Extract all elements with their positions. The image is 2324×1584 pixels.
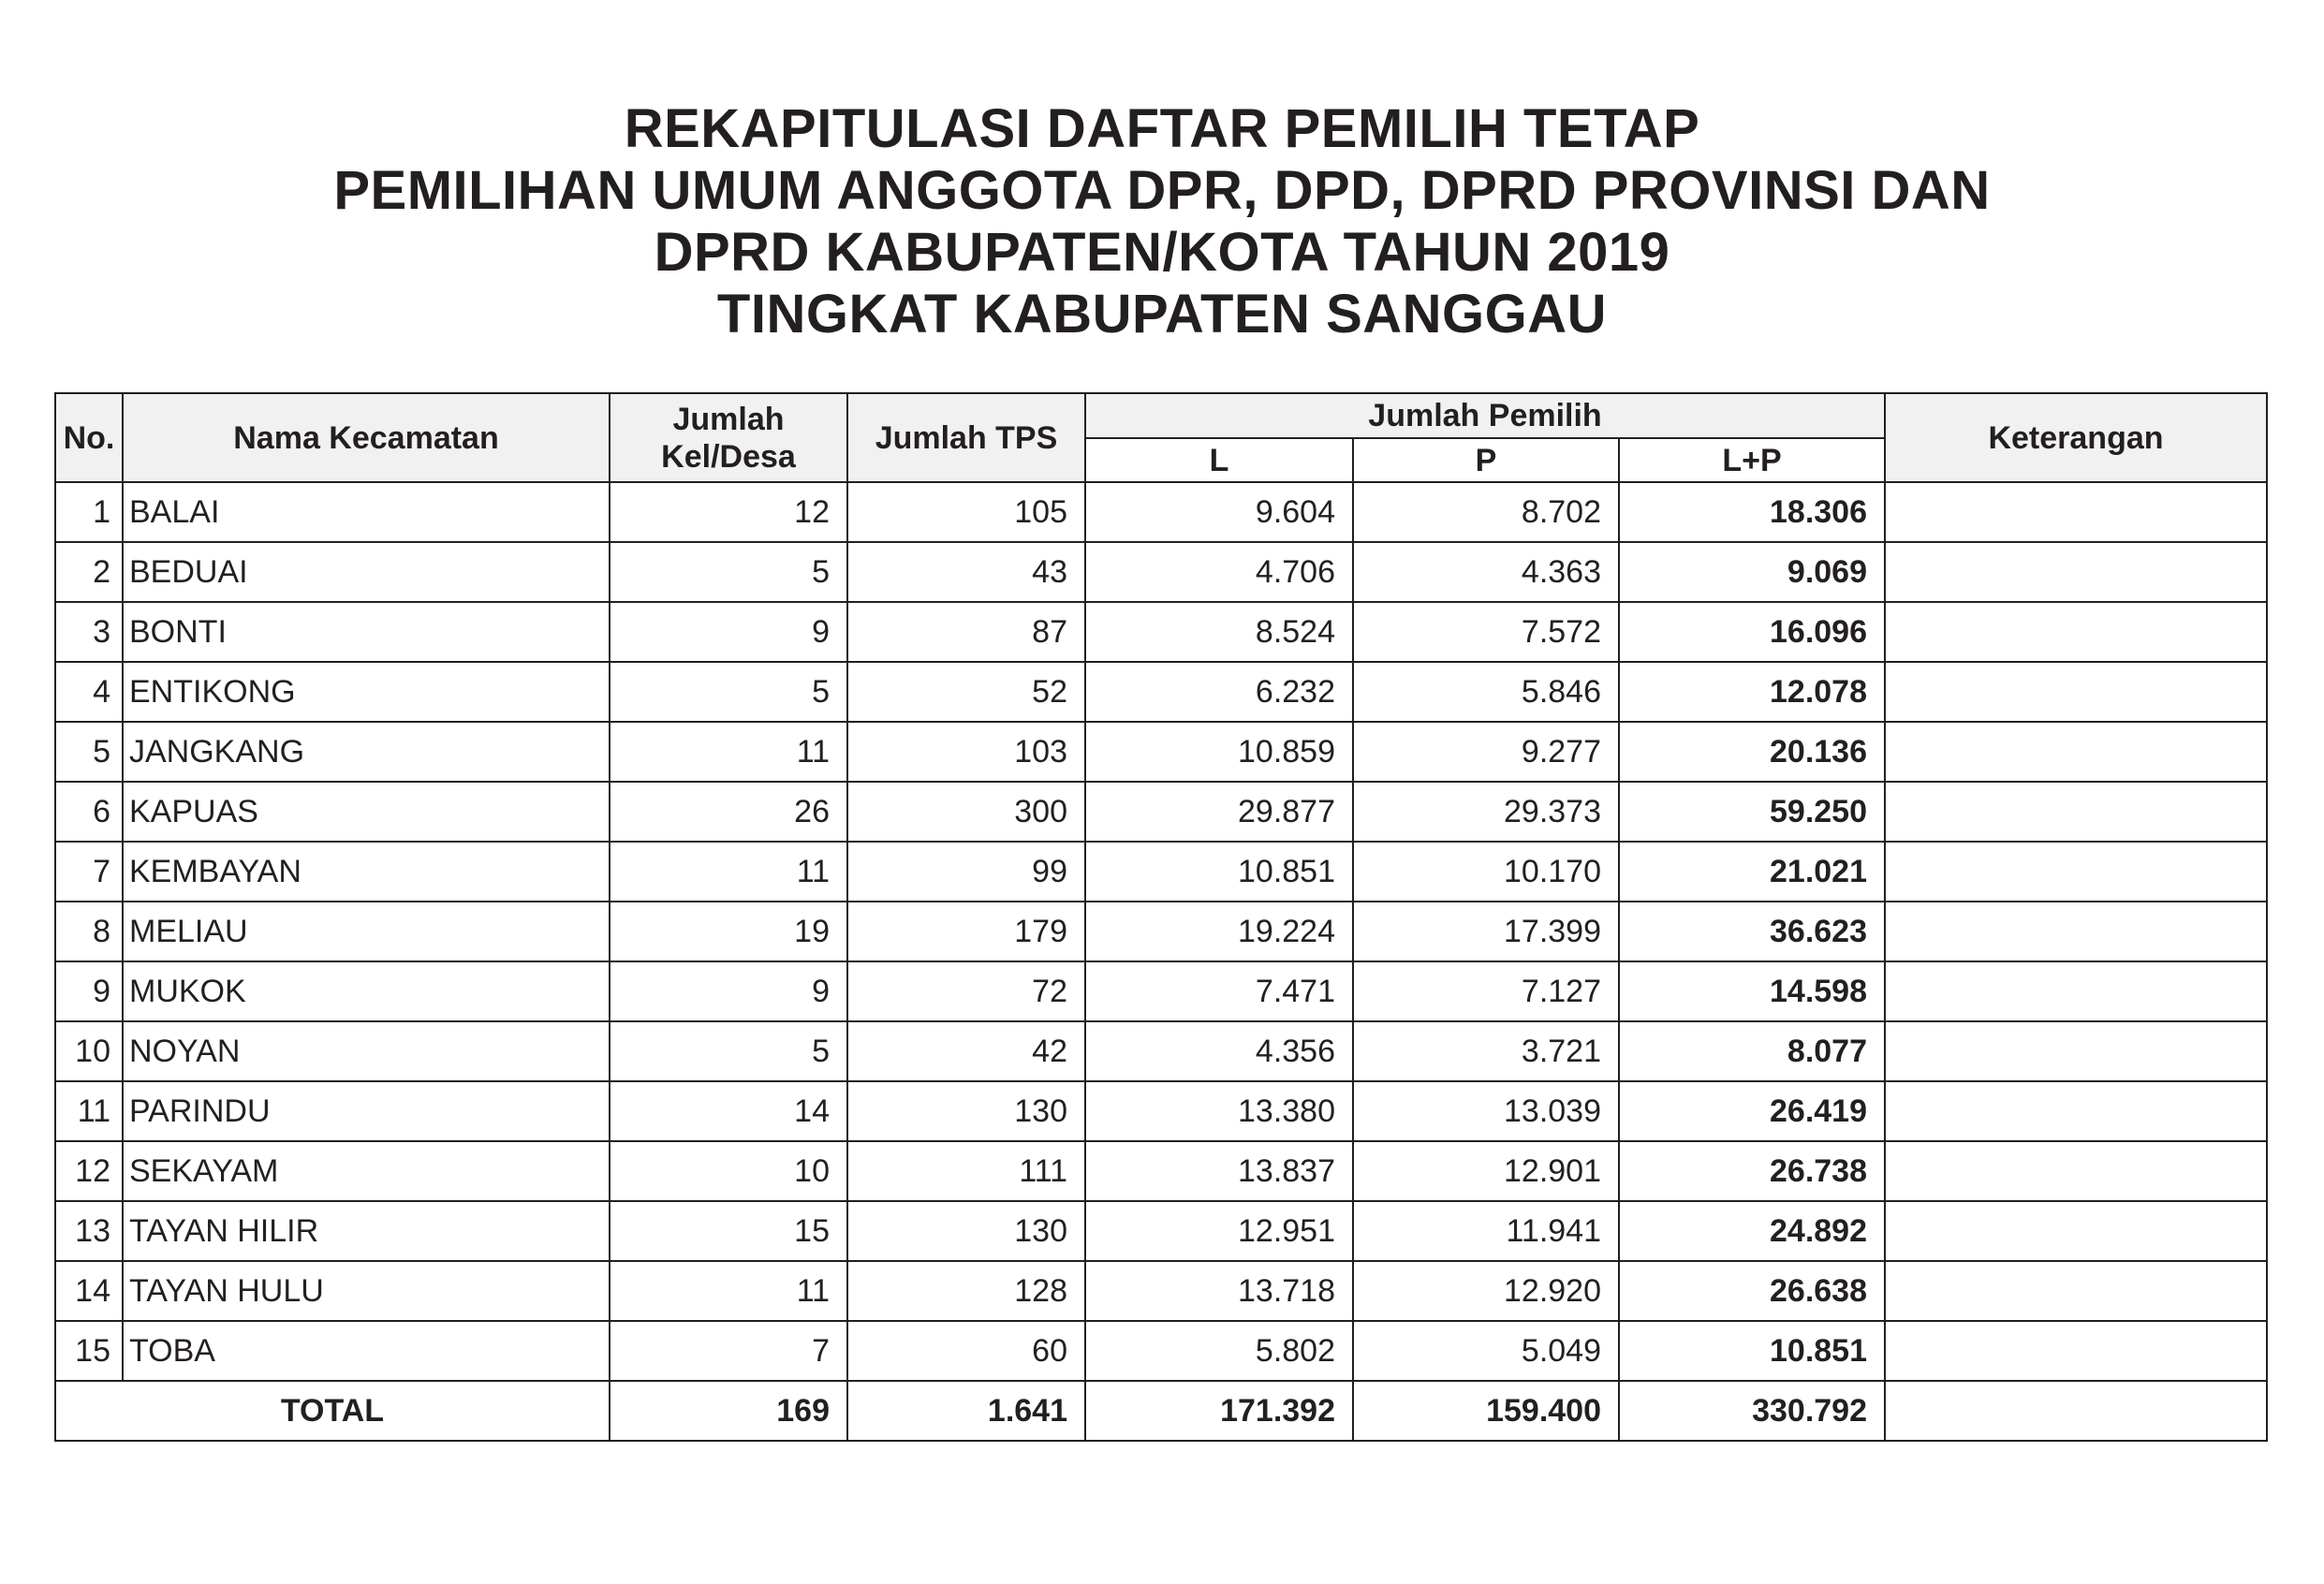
cell-lp: 18.306 (1619, 482, 1885, 542)
cell-p: 4.363 (1353, 542, 1619, 602)
cell-nama-kecamatan: NOYAN (123, 1021, 610, 1081)
cell-nama-kecamatan: JANGKANG (123, 722, 610, 782)
cell-no: 1 (55, 482, 123, 542)
cell-jumlah-kel-desa: 26 (610, 782, 847, 842)
cell-lp: 14.598 (1619, 961, 1885, 1021)
table-row (55, 1261, 2267, 1321)
table-row (55, 1021, 2267, 1081)
cell-jumlah-tps: 130 (847, 1201, 1085, 1261)
dpt-recap-table (54, 392, 2268, 1442)
cell-l: 10.859 (1085, 722, 1353, 782)
cell-jumlah-kel-desa: 10 (610, 1141, 847, 1201)
title-line-3: DPRD KABUPATEN/KOTA TAHUN 2019 (654, 222, 1670, 283)
cell-l: 4.356 (1085, 1021, 1353, 1081)
document-title (0, 98, 2324, 345)
cell-jumlah-tps: 52 (847, 662, 1085, 722)
cell-p: 7.572 (1353, 602, 1619, 662)
cell-no: 10 (55, 1021, 123, 1081)
table-row (55, 662, 2267, 722)
cell-jumlah-kel-desa: 11 (610, 842, 847, 902)
cell-l: 8.524 (1085, 602, 1353, 662)
cell-no: 3 (55, 602, 123, 662)
cell-jumlah-kel-desa: 11 (610, 1261, 847, 1321)
cell-lp: 16.096 (1619, 602, 1885, 662)
cell-keterangan (1885, 1021, 2267, 1081)
header-lp: L+P (1619, 438, 1885, 482)
table-row (55, 782, 2267, 842)
cell-no: 4 (55, 662, 123, 722)
table-row (55, 961, 2267, 1021)
cell-lp: 26.638 (1619, 1261, 1885, 1321)
cell-lp: 20.136 (1619, 722, 1885, 782)
table-row (55, 1201, 2267, 1261)
cell-p: 17.399 (1353, 902, 1619, 961)
cell-keterangan (1885, 722, 2267, 782)
cell-no: 11 (55, 1081, 123, 1141)
cell-nama-kecamatan: ENTIKONG (123, 662, 610, 722)
cell-no: 5 (55, 722, 123, 782)
cell-p: 13.039 (1353, 1081, 1619, 1141)
cell-jumlah-kel-desa: 5 (610, 542, 847, 602)
cell-nama-kecamatan: BONTI (123, 602, 610, 662)
table-body (55, 482, 2267, 1441)
cell-jumlah-tps: 103 (847, 722, 1085, 782)
header-keterangan: Keterangan (1885, 393, 2267, 482)
cell-jumlah-tps: 111 (847, 1141, 1085, 1201)
cell-p: 5.049 (1353, 1321, 1619, 1381)
cell-keterangan (1885, 542, 2267, 602)
cell-no: 8 (55, 902, 123, 961)
cell-keterangan (1885, 1321, 2267, 1381)
cell-nama-kecamatan: SEKAYAM (123, 1141, 610, 1201)
cell-p: 9.277 (1353, 722, 1619, 782)
cell-nama-kecamatan: TAYAN HILIR (123, 1201, 610, 1261)
cell-p: 10.170 (1353, 842, 1619, 902)
cell-jumlah-tps: 99 (847, 842, 1085, 902)
cell-l: 19.224 (1085, 902, 1353, 961)
table-row (55, 1141, 2267, 1201)
cell-nama-kecamatan: MUKOK (123, 961, 610, 1021)
cell-l: 7.471 (1085, 961, 1353, 1021)
cell-lp: 59.250 (1619, 782, 1885, 842)
cell-keterangan (1885, 482, 2267, 542)
cell-jumlah-tps: 128 (847, 1261, 1085, 1321)
cell-keterangan (1885, 782, 2267, 842)
header-nama-kecamatan: Nama Kecamatan (123, 393, 610, 482)
header-p: P (1353, 438, 1619, 482)
cell-lp: 8.077 (1619, 1021, 1885, 1081)
cell-jumlah-tps: 72 (847, 961, 1085, 1021)
cell-jumlah-tps: 87 (847, 602, 1085, 662)
cell-p: 7.127 (1353, 961, 1619, 1021)
cell-keterangan (1885, 842, 2267, 902)
cell-keterangan (1885, 662, 2267, 722)
cell-nama-kecamatan: PARINDU (123, 1081, 610, 1141)
cell-jumlah-tps: 179 (847, 902, 1085, 961)
cell-keterangan (1885, 1261, 2267, 1321)
header-l: L (1085, 438, 1353, 482)
cell-no: 6 (55, 782, 123, 842)
header-jumlah-tps: Jumlah TPS (847, 393, 1085, 482)
total-kel-desa: 169 (610, 1381, 847, 1441)
total-label: TOTAL (55, 1381, 610, 1441)
header-jumlah-pemilih: Jumlah Pemilih (1085, 393, 1885, 438)
total-keterangan (1885, 1381, 2267, 1441)
cell-p: 12.920 (1353, 1261, 1619, 1321)
cell-jumlah-tps: 43 (847, 542, 1085, 602)
cell-lp: 10.851 (1619, 1321, 1885, 1381)
total-lp: 330.792 (1619, 1381, 1885, 1441)
cell-jumlah-kel-desa: 9 (610, 602, 847, 662)
cell-no: 2 (55, 542, 123, 602)
cell-nama-kecamatan: TAYAN HULU (123, 1261, 610, 1321)
cell-no: 14 (55, 1261, 123, 1321)
cell-keterangan (1885, 1081, 2267, 1141)
cell-lp: 36.623 (1619, 902, 1885, 961)
cell-nama-kecamatan: BALAI (123, 482, 610, 542)
table-row (55, 722, 2267, 782)
title-line-4: TINGKAT KABUPATEN SANGGAU (716, 284, 1608, 345)
total-p: 159.400 (1353, 1381, 1619, 1441)
cell-p: 11.941 (1353, 1201, 1619, 1261)
total-l: 171.392 (1085, 1381, 1353, 1441)
cell-lp: 26.738 (1619, 1141, 1885, 1201)
table-row (55, 842, 2267, 902)
cell-keterangan (1885, 1141, 2267, 1201)
cell-jumlah-tps: 105 (847, 482, 1085, 542)
cell-jumlah-kel-desa: 11 (610, 722, 847, 782)
total-row (55, 1381, 2267, 1441)
cell-no: 13 (55, 1201, 123, 1261)
cell-jumlah-tps: 60 (847, 1321, 1085, 1381)
table-row (55, 602, 2267, 662)
cell-lp: 21.021 (1619, 842, 1885, 902)
cell-no: 12 (55, 1141, 123, 1201)
cell-lp: 24.892 (1619, 1201, 1885, 1261)
table-row (55, 482, 2267, 542)
header-jumlah-kel-desa (610, 393, 847, 482)
cell-jumlah-kel-desa: 9 (610, 961, 847, 1021)
cell-l: 29.877 (1085, 782, 1353, 842)
cell-jumlah-kel-desa: 5 (610, 662, 847, 722)
cell-nama-kecamatan: MELIAU (123, 902, 610, 961)
cell-keterangan (1885, 1201, 2267, 1261)
cell-l: 13.380 (1085, 1081, 1353, 1141)
header-kel-line-2: Kel/Desa (661, 438, 796, 475)
cell-l: 9.604 (1085, 482, 1353, 542)
cell-jumlah-kel-desa: 14 (610, 1081, 847, 1141)
title-line-2: PEMILIHAN UMUM ANGGOTA DPR, DPD, DPRD PROVINSI DAN (333, 160, 1991, 221)
header-kel-line-1: Jumlah (672, 401, 785, 437)
table-row (55, 542, 2267, 602)
cell-l: 6.232 (1085, 662, 1353, 722)
header-row-top (55, 393, 2267, 438)
cell-jumlah-kel-desa: 7 (610, 1321, 847, 1381)
cell-keterangan (1885, 902, 2267, 961)
cell-no: 7 (55, 842, 123, 902)
cell-jumlah-kel-desa: 15 (610, 1201, 847, 1261)
cell-l: 5.802 (1085, 1321, 1353, 1381)
cell-jumlah-tps: 130 (847, 1081, 1085, 1141)
title-line-1: REKAPITULASI DAFTAR PEMILIH TETAP (624, 98, 1700, 159)
cell-jumlah-kel-desa: 19 (610, 902, 847, 961)
total-tps: 1.641 (847, 1381, 1085, 1441)
cell-jumlah-kel-desa: 12 (610, 482, 847, 542)
cell-jumlah-kel-desa: 5 (610, 1021, 847, 1081)
table-row (55, 1081, 2267, 1141)
cell-p: 8.702 (1353, 482, 1619, 542)
cell-p: 12.901 (1353, 1141, 1619, 1201)
cell-nama-kecamatan: TOBA (123, 1321, 610, 1381)
cell-l: 4.706 (1085, 542, 1353, 602)
cell-l: 10.851 (1085, 842, 1353, 902)
cell-p: 3.721 (1353, 1021, 1619, 1081)
cell-l: 13.718 (1085, 1261, 1353, 1321)
table-row (55, 1321, 2267, 1381)
cell-l: 12.951 (1085, 1201, 1353, 1261)
cell-jumlah-tps: 42 (847, 1021, 1085, 1081)
cell-keterangan (1885, 602, 2267, 662)
cell-no: 15 (55, 1321, 123, 1381)
cell-lp: 26.419 (1619, 1081, 1885, 1141)
cell-p: 5.846 (1353, 662, 1619, 722)
cell-keterangan (1885, 961, 2267, 1021)
cell-no: 9 (55, 961, 123, 1021)
header-no: No. (55, 393, 123, 482)
cell-nama-kecamatan: KEMBAYAN (123, 842, 610, 902)
cell-lp: 9.069 (1619, 542, 1885, 602)
table-row (55, 902, 2267, 961)
cell-nama-kecamatan: BEDUAI (123, 542, 610, 602)
cell-l: 13.837 (1085, 1141, 1353, 1201)
cell-lp: 12.078 (1619, 662, 1885, 722)
cell-p: 29.373 (1353, 782, 1619, 842)
cell-nama-kecamatan: KAPUAS (123, 782, 610, 842)
cell-jumlah-tps: 300 (847, 782, 1085, 842)
